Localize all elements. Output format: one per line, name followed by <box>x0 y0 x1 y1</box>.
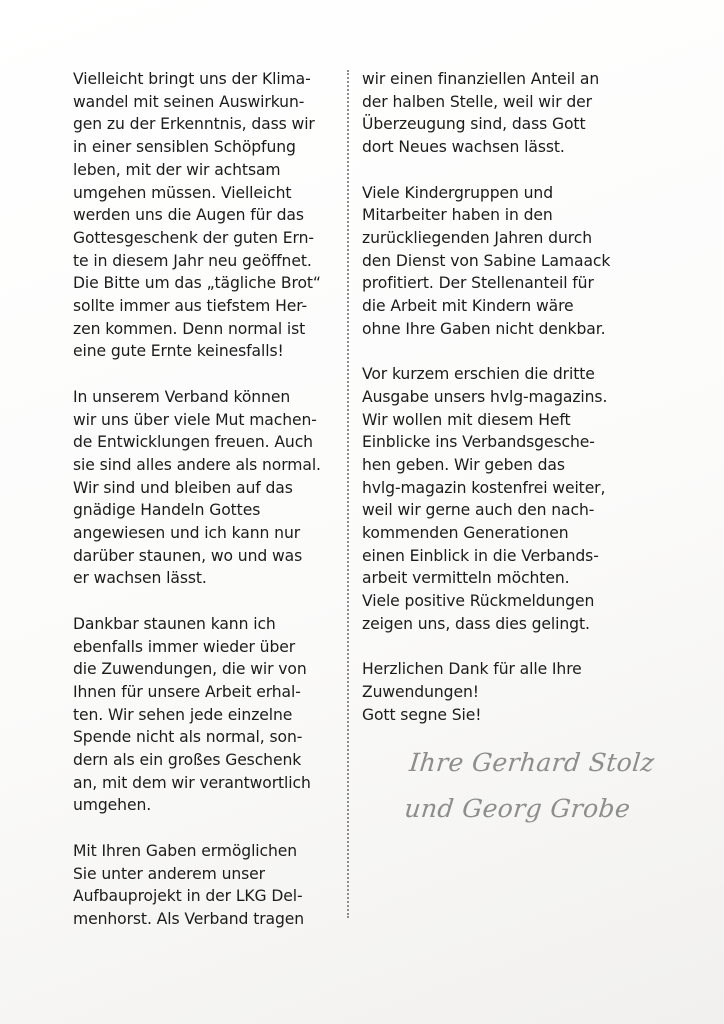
paragraph <box>73 840 335 931</box>
text-line: wir uns über viele Mut machen- <box>73 410 317 429</box>
text-line: Wir sind und bleiben auf das <box>73 478 293 497</box>
text-line: ohne Ihre Gaben nicht denkbar. <box>362 319 606 338</box>
text-line: te in diesem Jahr neu geöffnet. <box>73 251 312 270</box>
text-line: Vor kurzem erschien die dritte <box>362 365 595 384</box>
text-line: zeigen uns, dass dies gelingt. <box>362 614 590 633</box>
text-line: weil wir gerne auch den nach- <box>362 501 595 520</box>
text-line: Vielleicht bringt uns der Klima- <box>73 70 311 88</box>
text-line: Gottesgeschenk der guten Ern- <box>73 228 314 247</box>
text-line: dort Neues wachsen lässt. <box>362 138 565 157</box>
text-line: darüber staunen, wo und was <box>73 546 303 565</box>
text-line: wandel mit seinen Auswirkun- <box>73 92 305 111</box>
paragraph <box>362 182 632 341</box>
text-line: gnädige Handeln Gottes <box>73 501 261 520</box>
text-line: Überzeugung sind, dass Gott <box>362 115 586 134</box>
text-line: Sie unter anderem unser <box>73 864 265 883</box>
text-line: Ihnen für unsere Arbeit erhal- <box>73 682 301 701</box>
text-line: eine gute Ernte keinesfalls! <box>73 342 284 361</box>
text-line: ten. Wir sehen jede einzelne <box>73 705 293 724</box>
paragraph <box>73 68 335 363</box>
text-line: Wir wollen mit diesem Heft <box>362 410 571 429</box>
paragraph <box>362 658 632 726</box>
text-line: Zuwendungen! <box>362 682 479 701</box>
text-line: arbeit vermitteln möchten. <box>362 569 570 588</box>
text-line: Aufbauprojekt in der LKG Del- <box>73 887 303 906</box>
text-line: an, mit dem wir verantwortlich <box>73 773 311 792</box>
text-line: sie sind alles andere als normal. <box>73 455 321 474</box>
text-line: Viele Kindergruppen und <box>362 183 553 202</box>
text-line: umgehen. <box>73 796 152 815</box>
text-line: profitiert. Der Stellenanteil für <box>362 274 594 293</box>
text-line: angewiesen und ich kann nur <box>73 524 301 543</box>
signature-line: Ihre Gerhard Stolz <box>407 748 656 777</box>
paragraph <box>73 613 335 817</box>
text-line: in einer sensiblen Schöpfung <box>73 138 296 157</box>
paragraph <box>362 363 632 635</box>
text-line: ebenfalls immer wieder über <box>73 637 296 656</box>
column-divider <box>347 70 349 918</box>
text-line: kommenden Generationen <box>362 524 569 543</box>
text-line: Dankbar staunen kann ich <box>73 614 276 633</box>
paragraph <box>73 386 335 590</box>
text-line: menhorst. Als Verband tragen <box>73 909 305 928</box>
text-line: einen Einblick in die Verbands- <box>362 546 599 565</box>
text-line: die Zuwendungen, die wir von <box>73 660 307 679</box>
text-line: der halben Stelle, weil wir der <box>362 92 592 111</box>
text-line: Die Bitte um das „tägliche Brot“ <box>73 274 321 293</box>
text-line: umgehen müssen. Vielleicht <box>73 183 292 202</box>
text-line: er wachsen lässt. <box>73 569 207 588</box>
text-line: werden uns die Augen für das <box>73 206 304 225</box>
text-line: Herzlichen Dank für alle Ihre <box>362 660 582 679</box>
text-line: de Entwicklungen freuen. Auch <box>73 433 313 452</box>
paragraph <box>362 68 632 159</box>
text-line: dern als ein großes Geschenk <box>73 751 302 770</box>
text-line: zen kommen. Denn normal ist <box>73 319 306 338</box>
text-line: zurückliegenden Jahren durch <box>362 228 592 247</box>
text-line: Spende nicht als normal, son- <box>73 728 303 747</box>
text-line: Mitarbeiter haben in den <box>362 206 553 225</box>
text-line: Gott segne Sie! <box>362 705 482 724</box>
text-line: leben, mit der wir achtsam <box>73 160 281 179</box>
text-line: hvlg-magazin kostenfrei weiter, <box>362 478 606 497</box>
text-line: die Arbeit mit Kindern wäre <box>362 297 574 316</box>
text-line: Einblicke ins Verbandsgesche- <box>362 433 595 452</box>
letter-left-column <box>73 68 335 953</box>
text-line: hen geben. Wir geben das <box>362 455 565 474</box>
signature-line: und Georg Grobe <box>403 794 632 823</box>
text-line: wir einen finanziellen Anteil an <box>362 70 600 88</box>
text-line: Mit Ihren Gaben ermöglichen <box>73 841 298 860</box>
text-line: sollte immer aus tiefstem Her- <box>73 297 308 316</box>
text-line: Viele positive Rückmeldungen <box>362 592 595 611</box>
text-line: In unserem Verband können <box>73 387 291 406</box>
text-line: Ausgabe unsers hvlg-magazins. <box>362 387 608 406</box>
letter-right-column <box>362 68 632 749</box>
text-line: den Dienst von Sabine Lamaack <box>362 251 611 270</box>
text-line: gen zu der Erkenntnis, dass wir <box>73 115 315 134</box>
handwritten-signature <box>402 740 656 832</box>
